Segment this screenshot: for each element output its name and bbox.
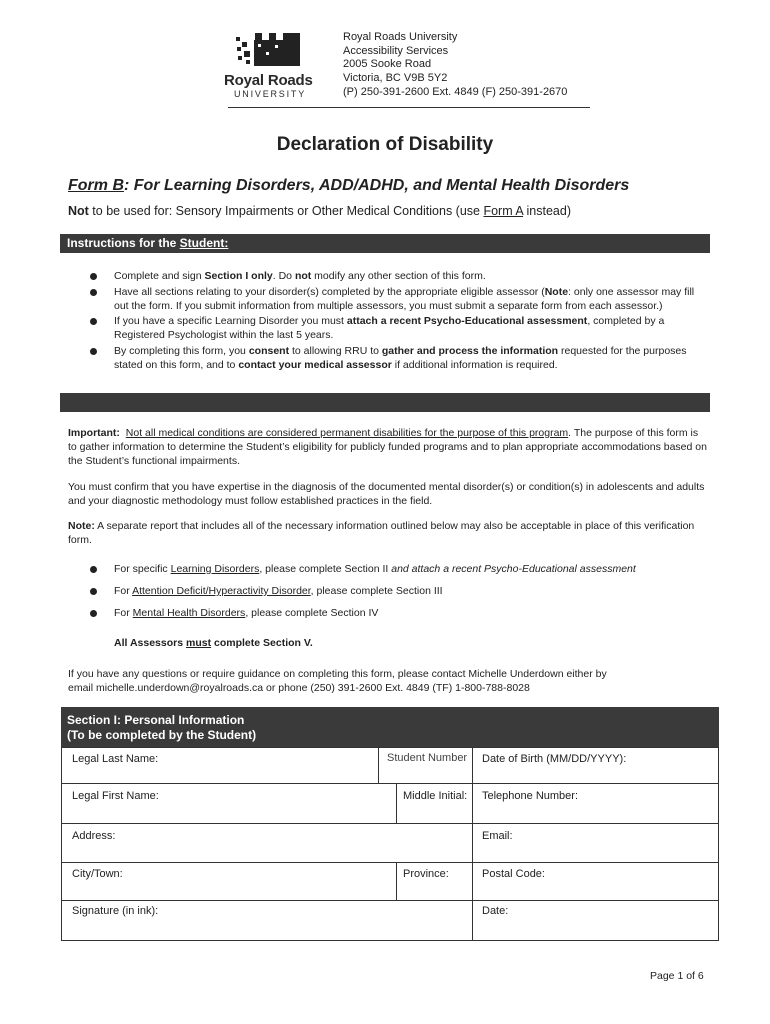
assessor-item-text: For bbox=[114, 585, 133, 597]
all-assessors-notice bbox=[114, 637, 313, 649]
disorder-link[interactable]: Attention Deficit/Hyperactivity Disorder bbox=[132, 585, 311, 597]
assessor-section-list bbox=[90, 563, 710, 629]
heading-text: Instructions for the bbox=[67, 236, 180, 250]
instruction-item bbox=[90, 270, 710, 284]
student-number-field[interactable]: Student Number bbox=[387, 752, 468, 764]
bullet-icon bbox=[90, 348, 97, 355]
disorder-link[interactable]: Mental Health Disorders bbox=[132, 607, 246, 619]
instruction-text: Section I only bbox=[204, 270, 273, 282]
section-1-title: Section I: Personal Information bbox=[67, 713, 245, 727]
assessor-section-item bbox=[90, 563, 710, 575]
bullet-icon bbox=[90, 318, 97, 325]
col-divider bbox=[472, 748, 473, 940]
address-line: Accessibility Services bbox=[343, 44, 449, 57]
instruction-text: contact your medical assessor bbox=[238, 358, 392, 371]
not-used-notice bbox=[68, 204, 571, 218]
date-field[interactable]: Date: bbox=[482, 905, 509, 917]
instruction-text: If you have a specific Learning Disorder you must bbox=[114, 315, 347, 328]
assessor-item-text: , please complete Section IV bbox=[245, 607, 379, 619]
document-title: Declaration of Disability bbox=[276, 134, 494, 155]
col-divider bbox=[396, 783, 397, 823]
contact-line: If you have any questions or require guidance on completing this form, please contact Michelle Underdown either by bbox=[68, 668, 607, 680]
heading-student: Student: bbox=[179, 236, 229, 250]
row-divider bbox=[62, 783, 718, 784]
address-line: Royal Roads University bbox=[343, 31, 458, 43]
personal-info-form bbox=[61, 747, 719, 941]
disorder-link[interactable]: Learning Disorders bbox=[170, 563, 260, 575]
not-used-text: to be used for: Sensory Impairments or Other Medical Conditions (use bbox=[88, 204, 484, 218]
instruction-text: By completing this form, you bbox=[114, 344, 249, 357]
contact-line: email michelle.underdown@royalroads.ca or phone (250) 391-2600 Ext. 4849 (TF) 1-800-788-8028 bbox=[68, 681, 530, 694]
bullet-icon bbox=[90, 273, 97, 280]
not-word: Not bbox=[68, 204, 89, 218]
assessor-section-item bbox=[90, 585, 710, 597]
important-paragraph bbox=[68, 427, 708, 468]
important-underlined: Not all medical conditions are considered permanent disabilities for the purpose of this program bbox=[125, 427, 569, 439]
student-instructions-list bbox=[90, 270, 710, 375]
address-field[interactable]: Address: bbox=[72, 830, 116, 842]
all-assessors-pre: All Assessors bbox=[114, 637, 186, 649]
last-name-field[interactable]: Legal Last Name: bbox=[72, 753, 159, 765]
dob-field[interactable]: Date of Birth (MM/DD/YYYY): bbox=[482, 753, 627, 765]
all-assessors-must: must bbox=[185, 637, 212, 649]
instruction-text: gather and process the information bbox=[381, 344, 559, 357]
bullet-icon bbox=[90, 610, 97, 617]
row-divider bbox=[62, 862, 718, 863]
row-divider bbox=[62, 823, 718, 824]
assessor-item-text: For specific bbox=[114, 563, 171, 575]
page-number: Page 1 of 6 bbox=[650, 970, 704, 982]
bullet-icon bbox=[90, 588, 97, 595]
assessor-item-text: For bbox=[114, 607, 133, 619]
province-field[interactable]: Province: bbox=[403, 868, 449, 880]
address-line: 2005 Sooke Road bbox=[343, 58, 432, 71]
row-divider bbox=[62, 900, 718, 901]
assessor-item-text: , please complete Section II bbox=[259, 563, 392, 575]
important-text: . The purpose of this form is to gather information to determine the Student’s eligibility for publicly funded programs and to plan appropriate accommodations based on the Student’s functional impairments. bbox=[68, 427, 707, 467]
note-label: Note: bbox=[68, 520, 95, 532]
note-text: A separate report that includes all of the necessary information outlined below may also be acceptable in place of this verification form. bbox=[68, 520, 695, 546]
instruction-text: . Do bbox=[272, 270, 295, 282]
instruction-text: if additional information is required. bbox=[391, 358, 558, 371]
instruction-text: attach a recent Psycho-Educational assessment bbox=[346, 315, 588, 328]
instruction-text: Have all sections relating to your disorder(s) completed by the appropriate eligible assessor ( bbox=[114, 285, 545, 298]
telephone-field[interactable]: Telephone Number: bbox=[482, 790, 579, 802]
bullet-icon bbox=[90, 289, 97, 296]
confirm-paragraph: You must confirm that you have expertise in the diagnosis of the documented mental disorder(s) or condition(s) in adolescents and adults and your diagnostic methodology must follow established practices in the field. bbox=[68, 481, 705, 507]
assessor-item-text: and attach a recent Psycho-Educational assessment bbox=[391, 563, 636, 575]
note-paragraph bbox=[68, 520, 708, 548]
section-1-subtitle: (To be completed by the Student) bbox=[67, 728, 257, 742]
instruction-item bbox=[90, 286, 710, 314]
instruction-text: , completed by a Registered Psychologist within the last 5 years. bbox=[114, 315, 665, 342]
logo-subtitle: UNIVERSITY bbox=[234, 89, 307, 99]
instruction-item bbox=[90, 345, 710, 373]
contact-paragraph bbox=[68, 668, 708, 696]
instruction-text: : only one assessor may fill out the form. If you submit information from multiple assessors, you must submit a separate form from each assessor.) bbox=[114, 285, 695, 312]
assessor-item-text: , please complete Section III bbox=[310, 585, 443, 597]
postal-code-field[interactable]: Postal Code: bbox=[482, 868, 545, 880]
instruction-text: Note bbox=[544, 285, 569, 298]
student-instructions-heading bbox=[60, 234, 710, 253]
important-label: Important: bbox=[68, 427, 120, 439]
all-assessors-post: complete Section V. bbox=[211, 637, 313, 649]
email-field[interactable]: Email: bbox=[482, 830, 513, 842]
form-label: Form B bbox=[68, 177, 124, 194]
address-line: (P) 250-391-2600 Ext. 4849 (F) 250-391-2670 bbox=[343, 85, 568, 98]
instruction-text: requested for the purposes stated on this form, and to bbox=[114, 344, 687, 371]
section-1-heading bbox=[61, 707, 719, 747]
header-divider bbox=[228, 107, 590, 108]
address-block bbox=[343, 31, 567, 100]
assessor-section-item bbox=[90, 607, 710, 619]
form-a-link[interactable]: Form A bbox=[483, 204, 524, 218]
form-subtitle bbox=[68, 177, 629, 195]
instruction-text: not bbox=[294, 270, 312, 282]
not-used-end: instead) bbox=[523, 204, 571, 218]
instruction-item bbox=[90, 315, 710, 343]
middle-initial-field[interactable]: Middle Initial: bbox=[403, 790, 468, 802]
city-field[interactable]: City/Town: bbox=[72, 868, 123, 880]
instruction-text: to allowing RRU to bbox=[289, 344, 382, 357]
signature-field[interactable]: Signature (in ink): bbox=[72, 905, 159, 917]
instruction-text: consent bbox=[248, 344, 290, 357]
assessor-instructions-bar bbox=[60, 393, 710, 412]
address-line: Victoria, BC V9B 5Y2 bbox=[343, 72, 448, 85]
instruction-text: modify any other section of this form. bbox=[311, 270, 486, 282]
logo-name: Royal Roads bbox=[224, 72, 313, 89]
col-divider bbox=[396, 862, 397, 900]
instruction-text: Complete and sign bbox=[114, 270, 205, 282]
form-subtitle-text: : For Learning Disorders, ADD/ADHD, and Mental Health Disorders bbox=[124, 177, 630, 194]
col-divider bbox=[378, 748, 379, 783]
first-name-field[interactable]: Legal First Name: bbox=[72, 790, 159, 802]
bullet-icon bbox=[90, 566, 97, 573]
